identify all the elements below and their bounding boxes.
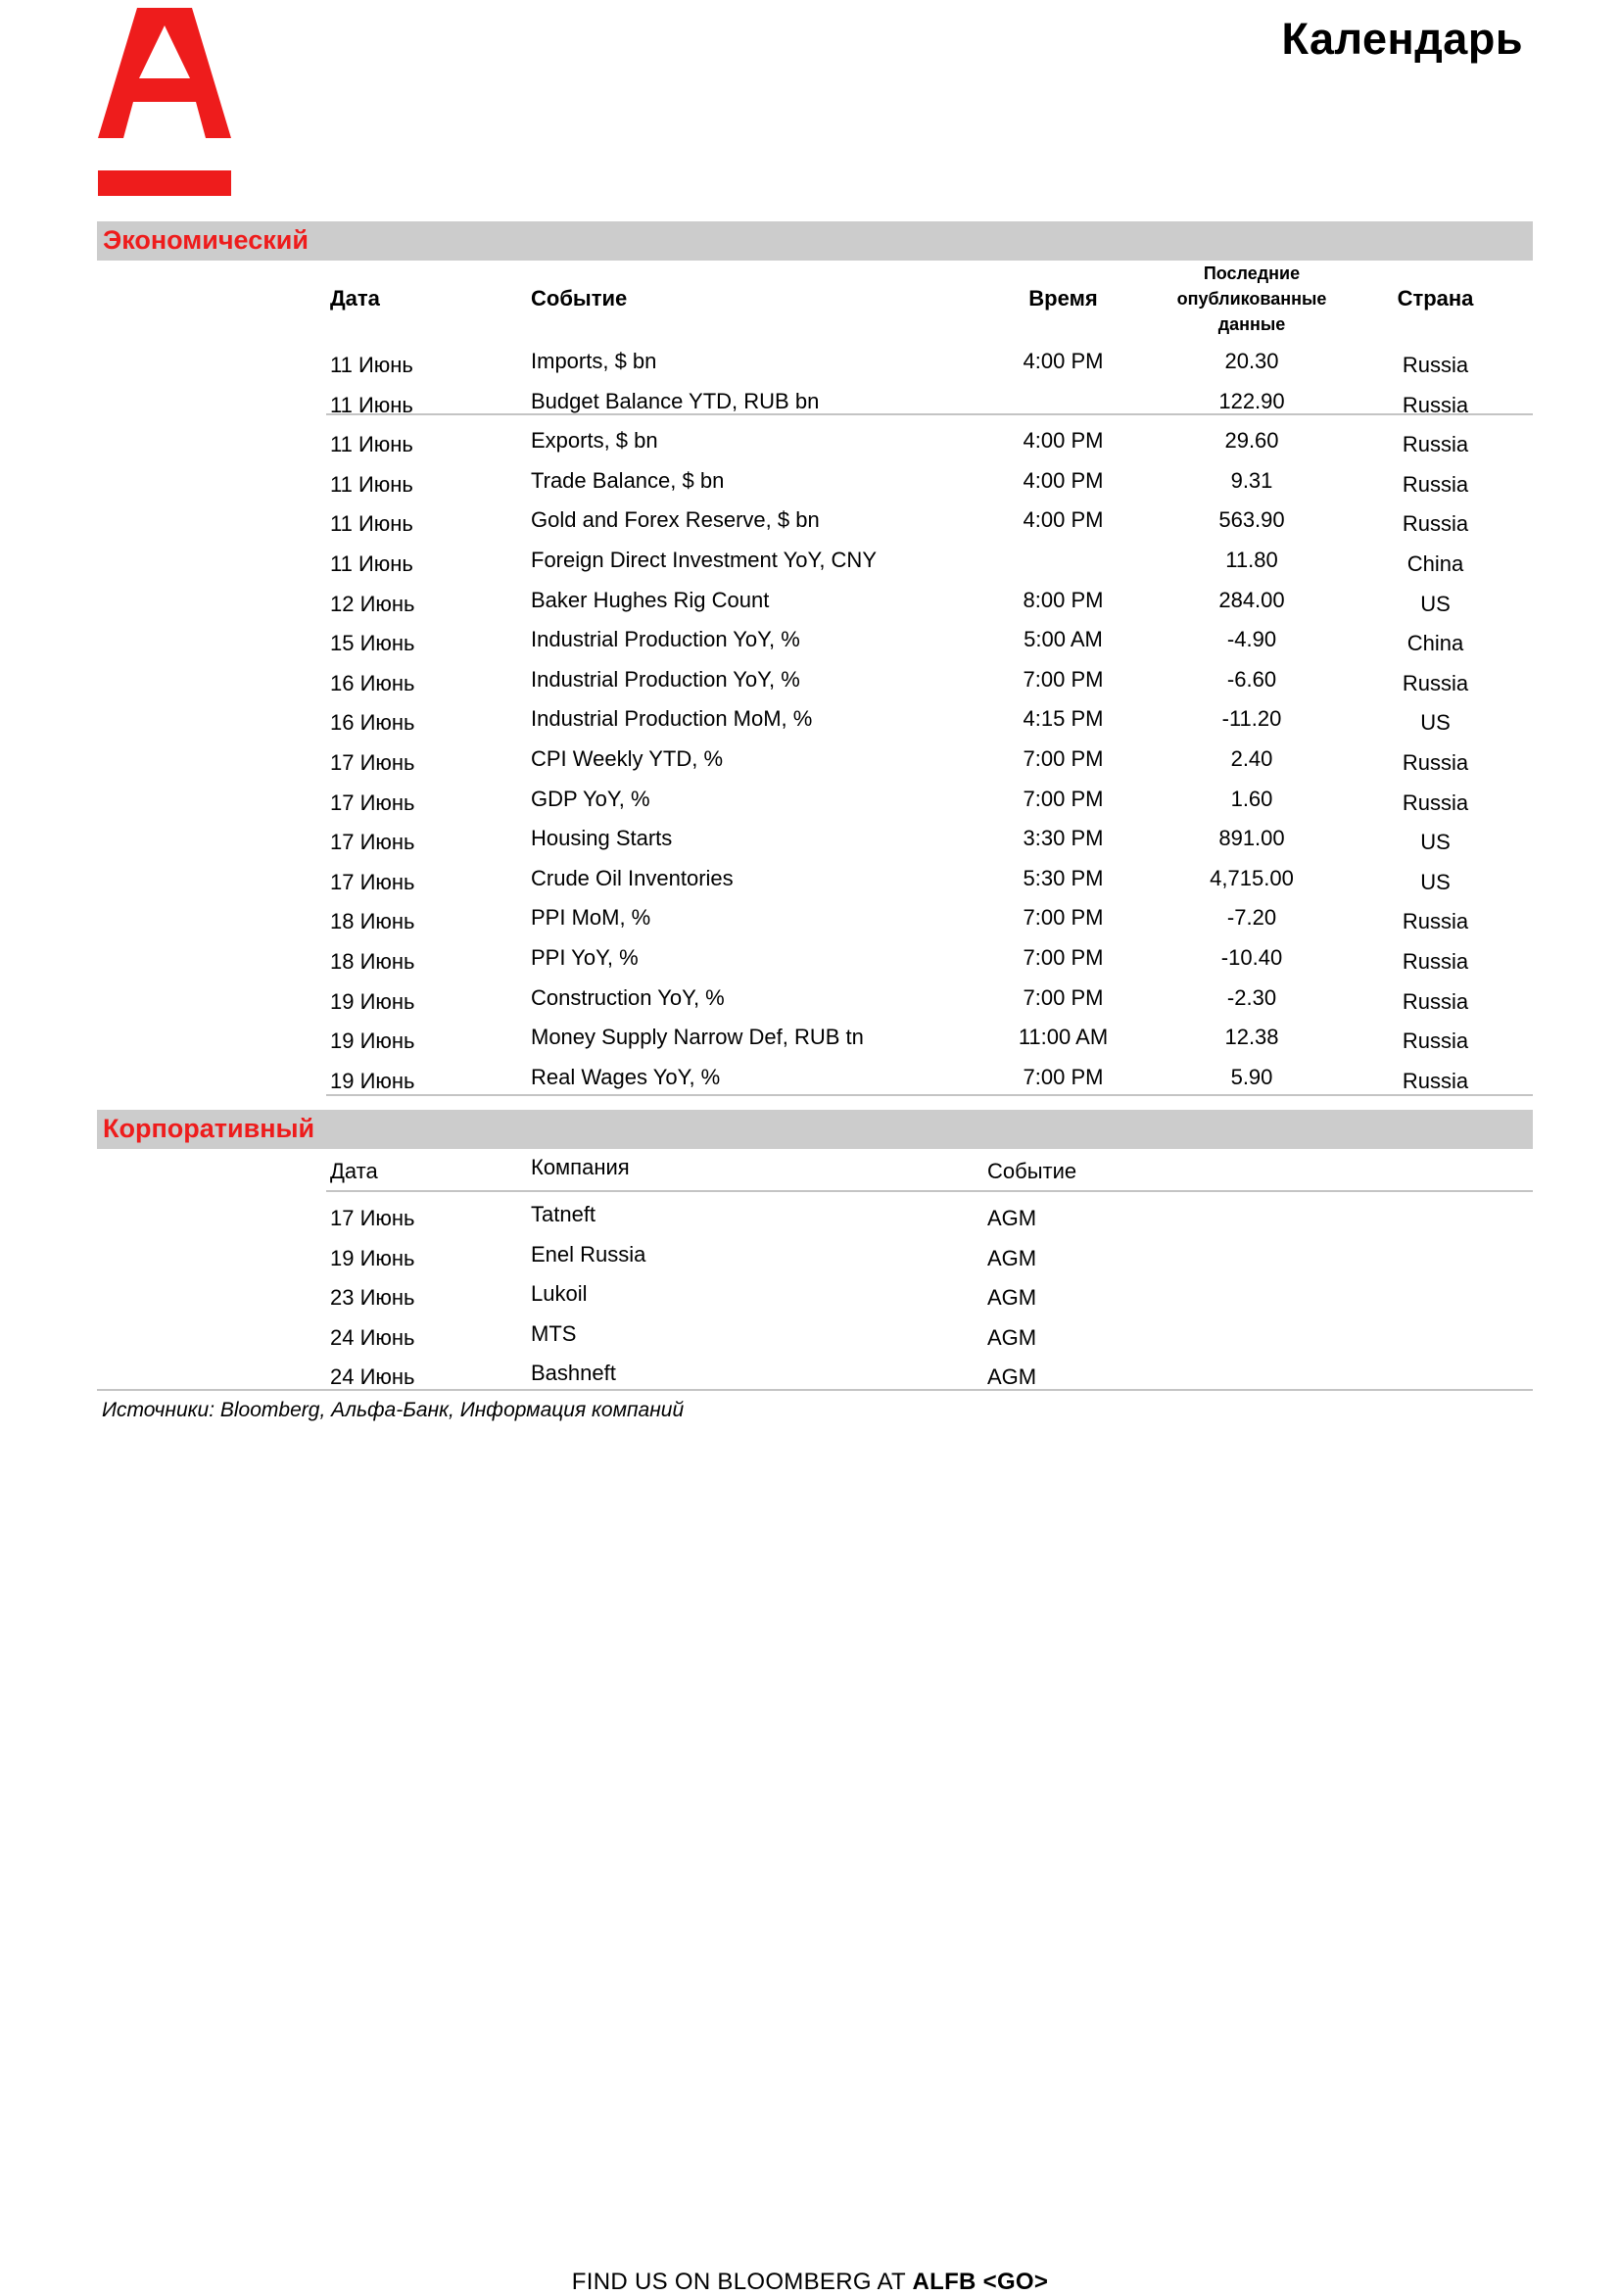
table-row: [326, 458, 1533, 499]
row-time: 7:00 PM: [1023, 786, 1104, 811]
col-time: Время: [1028, 286, 1098, 311]
row-date: 11 Июнь: [330, 392, 413, 417]
row-event: Industrial Production YoY, %: [531, 666, 800, 692]
row-date: 11 Июнь: [330, 550, 413, 576]
row-time: 11:00 AM: [1018, 1025, 1109, 1050]
row-last-value: 11.80: [1225, 547, 1278, 572]
corp-row-date: 17 Июнь: [330, 1206, 415, 1230]
row-last-value: 29.60: [1224, 428, 1279, 454]
row-date: 17 Июнь: [330, 830, 415, 855]
row-date: 17 Июнь: [330, 869, 415, 894]
row-last-value: 122.90: [1218, 388, 1285, 413]
table-row: [326, 935, 1533, 976]
corp-row-company: Lukoil: [531, 1281, 588, 1307]
row-event: GDP YoY, %: [531, 786, 650, 811]
source-note: Источники: Bloomberg, Альфа-Банк, Информация компаний: [102, 1399, 685, 1421]
row-country: Russia: [1402, 511, 1469, 537]
table-row: [326, 578, 1533, 618]
row-last-value: 9.31: [1230, 467, 1273, 493]
row-time: 7:00 PM: [1023, 944, 1104, 970]
row-country: Russia: [1402, 353, 1469, 377]
economic-calendar-table: [326, 261, 1533, 1096]
table-row: [326, 1055, 1533, 1095]
footer: [0, 2269, 1620, 2296]
corporate-calendar-table: [326, 1155, 1533, 1391]
row-date: 19 Июнь: [330, 988, 415, 1014]
table-row: [326, 657, 1533, 697]
table-row: [326, 379, 1533, 419]
row-country: US: [1420, 710, 1451, 736]
corp-col-company: Компания: [531, 1155, 630, 1179]
col-country: Страна: [1397, 286, 1474, 311]
corporate-section-header: [97, 1110, 1533, 1149]
corp-row-company: Bashneft: [531, 1361, 616, 1386]
row-event: Exports, $ bn: [531, 428, 658, 454]
row-last-value: 1.60: [1230, 786, 1273, 811]
row-time: 7:00 PM: [1023, 745, 1104, 771]
page-title: Календарь: [1281, 14, 1523, 64]
corp-row-event: AGM: [987, 1245, 1037, 1270]
row-last-value: -7.20: [1226, 905, 1277, 931]
col-event: Событие: [531, 286, 628, 311]
row-country: China: [1406, 550, 1464, 576]
row-time: 7:00 PM: [1023, 905, 1104, 931]
corp-row-date: 23 Июнь: [330, 1285, 415, 1311]
row-time: 4:15 PM: [1023, 706, 1104, 732]
row-time: 4:00 PM: [1023, 349, 1104, 373]
corp-row-company: Tatneft: [531, 1202, 596, 1226]
row-event: PPI MoM, %: [531, 905, 651, 931]
row-country: Russia: [1402, 789, 1469, 815]
alfa-logo-icon: [98, 8, 231, 198]
row-country: Russia: [1402, 948, 1469, 974]
row-event: Money Supply Narrow Def, RUB tn: [531, 1025, 864, 1050]
row-last-value: -11.20: [1221, 706, 1282, 732]
row-country: US: [1420, 830, 1451, 855]
row-event: Gold and Forex Reserve, $ bn: [531, 507, 820, 533]
row-date: 11 Июнь: [330, 471, 413, 497]
row-country: Russia: [1402, 1068, 1469, 1093]
table-row: [326, 777, 1533, 817]
corp-row-event: AGM: [987, 1364, 1037, 1390]
table-row: [326, 737, 1533, 777]
col-last-line-2: опубликованные: [1176, 289, 1327, 309]
corp-row-event: AGM: [987, 1285, 1037, 1311]
row-event: Housing Starts: [531, 826, 673, 851]
corporate-table-body: [326, 1192, 1533, 1391]
row-time: 7:00 PM: [1023, 1064, 1104, 1089]
table-row: [326, 1232, 1533, 1272]
row-time: 8:00 PM: [1023, 587, 1104, 612]
table-row: [326, 696, 1533, 737]
corp-col-date: Дата: [330, 1159, 378, 1183]
row-date: 19 Июнь: [330, 1068, 415, 1093]
table-row: [326, 1351, 1533, 1391]
row-event: CPI Weekly YTD, %: [531, 745, 724, 771]
row-event: Baker Hughes Rig Count: [531, 587, 770, 612]
row-time: 5:30 PM: [1023, 865, 1104, 890]
corp-col-event: Событие: [987, 1159, 1077, 1183]
row-last-value: -2.30: [1226, 984, 1277, 1010]
table-row: [326, 816, 1533, 856]
corporate-bottom-divider: [97, 1389, 1533, 1391]
row-date: 18 Июнь: [330, 909, 415, 934]
economic-section-header: [97, 221, 1533, 261]
row-date: 16 Июнь: [330, 710, 415, 736]
col-last-published: [1149, 261, 1355, 337]
row-date: 17 Июнь: [330, 749, 415, 775]
table-row: [326, 976, 1533, 1016]
row-country: Russia: [1402, 909, 1469, 934]
row-date: 15 Июнь: [330, 631, 415, 656]
corp-row-event: AGM: [987, 1324, 1037, 1350]
row-date: 11 Июнь: [330, 432, 413, 457]
row-event: Construction YoY, %: [531, 984, 725, 1010]
row-time: 4:00 PM: [1023, 507, 1104, 533]
corp-row-event: AGM: [987, 1206, 1037, 1230]
row-country: Russia: [1402, 432, 1469, 457]
row-country: Russia: [1402, 1028, 1469, 1054]
alfa-bank-logo: [98, 8, 231, 198]
row-last-value: 5.90: [1230, 1064, 1273, 1089]
row-event: Foreign Direct Investment YoY, CNY: [531, 547, 877, 572]
row-event: Imports, $ bn: [531, 349, 657, 373]
corp-row-company: Enel Russia: [531, 1241, 646, 1267]
row-date: 12 Июнь: [330, 591, 415, 616]
corp-row-date: 24 Июнь: [330, 1364, 415, 1390]
row-event: Trade Balance, $ bn: [531, 467, 725, 493]
corp-row-date: 19 Июнь: [330, 1245, 415, 1270]
row-time: 7:00 PM: [1023, 984, 1104, 1010]
row-last-value: 4,715.00: [1210, 865, 1294, 890]
row-time: 4:00 PM: [1023, 467, 1104, 493]
row-country: US: [1420, 869, 1451, 894]
economic-bottom-divider: [326, 1094, 1533, 1096]
row-last-value: -4.90: [1226, 627, 1277, 652]
table-row: [326, 895, 1533, 935]
table-row: [326, 1312, 1533, 1352]
row-last-value: 2.40: [1230, 745, 1273, 771]
table-row: [326, 418, 1533, 458]
table-row: [326, 1015, 1533, 1055]
col-last-line-3: данные: [1217, 314, 1286, 334]
row-country: US: [1420, 591, 1451, 616]
row-last-value: 20.30: [1224, 349, 1279, 373]
footer-text: FIND US ON BLOOMBERG AT: [571, 2269, 913, 2295]
row-last-value: 12.38: [1224, 1025, 1279, 1050]
footer-ticker: ALFB <GO>: [912, 2269, 1049, 2295]
row-date: 18 Июнь: [330, 948, 415, 974]
row-date: 19 Июнь: [330, 1028, 415, 1054]
corporate-table-header: [326, 1155, 1533, 1190]
row-time: 4:00 PM: [1023, 428, 1104, 454]
col-date: Дата: [330, 286, 380, 311]
row-time: 5:00 AM: [1024, 627, 1103, 652]
row-last-value: 891.00: [1218, 826, 1285, 851]
table-row: [326, 617, 1533, 657]
row-country: China: [1406, 631, 1464, 656]
economic-table-body: [326, 339, 1533, 1094]
row-country: Russia: [1402, 749, 1469, 775]
row-country: Russia: [1402, 392, 1469, 417]
table-row: [326, 339, 1533, 379]
row-date: 11 Июнь: [330, 511, 413, 537]
economic-section-title: Экономический: [103, 225, 309, 255]
row-event: Industrial Production YoY, %: [531, 627, 800, 652]
row-event: Real Wages YoY, %: [531, 1064, 721, 1089]
row-last-value: 284.00: [1218, 587, 1285, 612]
corp-row-date: 24 Июнь: [330, 1324, 415, 1350]
row-last-value: -10.40: [1220, 944, 1283, 970]
row-event: Budget Balance YTD, RUB bn: [531, 388, 820, 413]
row-last-value: -6.60: [1226, 666, 1277, 692]
row-time: 7:00 PM: [1023, 666, 1104, 692]
row-event: Crude Oil Inventories: [531, 865, 734, 890]
corporate-section-title: Корпоративный: [103, 1114, 315, 1143]
table-row: [326, 1192, 1533, 1232]
table-row: [326, 1271, 1533, 1312]
row-country: Russia: [1402, 988, 1469, 1014]
table-row: [326, 498, 1533, 538]
row-country: Russia: [1402, 471, 1469, 497]
row-country: Russia: [1402, 670, 1469, 695]
row-date: 17 Июнь: [330, 789, 415, 815]
row-date: 16 Июнь: [330, 670, 415, 695]
row-event: Industrial Production MoM, %: [531, 706, 813, 732]
row-last-value: 563.90: [1218, 507, 1285, 533]
row-date: 11 Июнь: [330, 353, 413, 377]
row-event: PPI YoY, %: [531, 944, 639, 970]
corp-row-company: MTS: [531, 1320, 577, 1346]
row-time: 3:30 PM: [1023, 826, 1104, 851]
table-row: [326, 856, 1533, 896]
table-row: [326, 538, 1533, 578]
economic-table-header: [326, 261, 1533, 337]
col-last-line-1: Последние: [1203, 263, 1301, 283]
